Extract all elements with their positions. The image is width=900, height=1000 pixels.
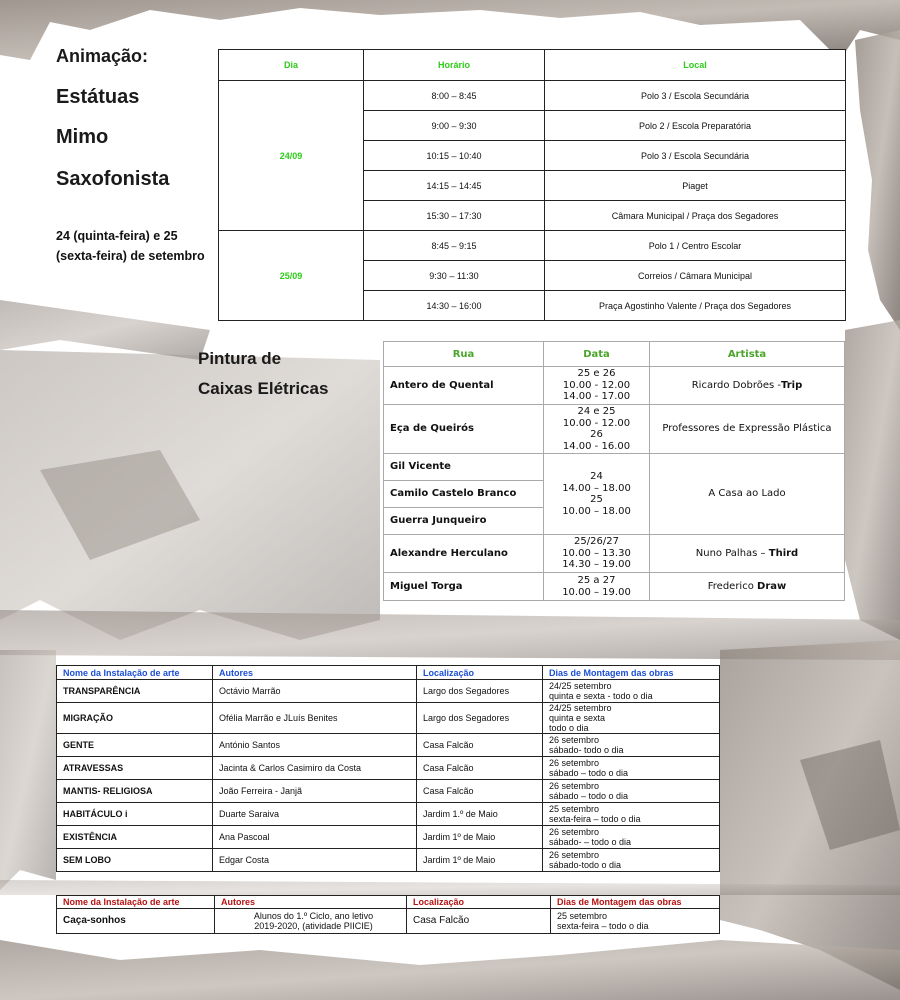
saxofonista-heading: Saxofonista — [56, 168, 170, 190]
nome-cell: MANTIS- RELIGIOSA — [57, 780, 213, 803]
local-cell: Polo 3 / Escola Secundária — [545, 81, 846, 111]
rua-cell: Guerra Junqueiro — [384, 508, 544, 535]
data-cell: 25 e 26 10.00 - 12.00 14.00 - 17.00 — [544, 367, 650, 405]
table-row — [57, 849, 720, 872]
artista-cell: Professores de Expressão Plástica — [650, 405, 845, 454]
dias-cell: 26 setembro sábado – todo o dia — [543, 757, 720, 780]
local-cell: Jardim 1º de Maio — [417, 849, 543, 872]
table-row — [384, 405, 845, 454]
animation-dates: 24 (quinta-feira) e 25 (sexta-feira) de setembro — [56, 229, 205, 263]
horario-cell: 14:15 – 14:45 — [364, 171, 545, 201]
autores-cell: António Santos — [213, 734, 417, 757]
autores-cell: João Ferreira - Janjã — [213, 780, 417, 803]
header-autores: Autores — [213, 666, 417, 680]
local-cell: Jardim 1º de Maio — [417, 826, 543, 849]
table-row — [57, 703, 720, 734]
local-cell: Casa Falcão — [417, 757, 543, 780]
header-nome: Nome da Instalação de arte — [57, 896, 215, 909]
rua-cell: Eça de Queirós — [384, 405, 544, 454]
local-cell: Polo 3 / Escola Secundária — [545, 141, 846, 171]
nome-cell: MIGRAÇÃO — [57, 703, 213, 734]
table-row — [57, 680, 720, 703]
local-cell: Casa Falcão — [417, 734, 543, 757]
autores-cell: Edgar Costa — [213, 849, 417, 872]
autores-cell: Duarte Saraiva — [213, 803, 417, 826]
dias-cell: 26 setembro sábado- todo o dia — [543, 734, 720, 757]
horario-cell: 14:30 – 16:00 — [364, 291, 545, 321]
table-row — [384, 535, 845, 573]
autores-cell: Ana Pascoal — [213, 826, 417, 849]
animacao-heading: Animação: — [56, 46, 149, 66]
dias-cell: 25 setembro sexta-feira – todo o dia — [551, 909, 720, 934]
pintura-title-line2: Caixas Elétricas — [198, 379, 329, 398]
artista-cell: Nuno Palhas – Third — [650, 535, 845, 573]
header-rua: Rua — [384, 342, 544, 367]
rua-cell: Antero de Quental — [384, 367, 544, 405]
rua-cell: Alexandre Herculano — [384, 535, 544, 573]
header-dia: Dia — [219, 50, 364, 81]
rua-cell: Miguel Torga — [384, 573, 544, 601]
artista-cell: A Casa ao Lado — [650, 454, 845, 535]
pintura-table — [383, 341, 845, 601]
pintura-heading — [198, 344, 328, 404]
data-cell: 25/26/27 10.00 – 13.30 14.30 – 19.00 — [544, 535, 650, 573]
local-cell: Piaget — [545, 171, 846, 201]
table-row — [384, 367, 845, 405]
nome-cell: TRANSPARÊNCIA — [57, 680, 213, 703]
data-cell: 24 e 25 10.00 - 12.00 26 14.00 - 16.00 — [544, 405, 650, 454]
header-data: Data — [544, 342, 650, 367]
animation-schedule-table — [218, 49, 846, 321]
horario-cell: 10:15 – 10:40 — [364, 141, 545, 171]
table-row — [57, 826, 720, 849]
table-row — [219, 81, 846, 111]
header-dias: Dias de Montagem das obras — [551, 896, 720, 909]
rua-cell: Gil Vicente — [384, 454, 544, 481]
dias-cell: 25 setembro sexta-feira – todo o dia — [543, 803, 720, 826]
data-cell: 24 14.00 – 18.00 25 10.00 – 18.00 — [544, 454, 650, 535]
horario-cell: 9:00 – 9:30 — [364, 111, 545, 141]
dias-cell: 26 setembro sábado – todo o dia — [543, 780, 720, 803]
nome-cell: GENTE — [57, 734, 213, 757]
estatuas-heading: Estátuas — [56, 86, 140, 108]
header-nome: Nome da Instalação de arte — [57, 666, 213, 680]
rua-cell: Camilo Castelo Branco — [384, 481, 544, 508]
artista-cell: Frederico Draw — [650, 573, 845, 601]
nome-cell: Caça-sonhos — [57, 909, 215, 934]
cacasonhos-table — [56, 895, 720, 934]
autores-cell: Ofélia Marrão e JLuís Benites — [213, 703, 417, 734]
dias-cell: 24/25 setembro quinta e sexta - todo o dia — [543, 680, 720, 703]
local-cell: Casa Falcão — [417, 780, 543, 803]
table-row — [384, 573, 845, 601]
table-row — [219, 231, 846, 261]
local-cell: Câmara Municipal / Praça dos Segadores — [545, 201, 846, 231]
nome-cell: EXISTÊNCIA — [57, 826, 213, 849]
table-row — [57, 909, 720, 934]
header-localizacao: Localização — [407, 896, 551, 909]
horario-cell: 8:45 – 9:15 — [364, 231, 545, 261]
local-cell: Polo 1 / Centro Escolar — [545, 231, 846, 261]
nome-cell: HABITÁCULO i — [57, 803, 213, 826]
artista-cell: Ricardo Dobrões -Trip — [650, 367, 845, 405]
autores-cell: Octávio Marrão — [213, 680, 417, 703]
dias-cell: 26 setembro sábado-todo o dia — [543, 849, 720, 872]
local-cell: Correios / Câmara Municipal — [545, 261, 846, 291]
day-25-09: 25/09 — [219, 231, 364, 321]
table-row — [57, 757, 720, 780]
dias-cell: 24/25 setembro quinta e sexta todo o dia — [543, 703, 720, 734]
autores-cell: Jacinta & Carlos Casimiro da Costa — [213, 757, 417, 780]
local-cell: Casa Falcão — [407, 909, 551, 934]
table-row — [384, 454, 845, 481]
header-local: Local — [545, 50, 846, 81]
horario-cell: 9:30 – 11:30 — [364, 261, 545, 291]
local-cell: Largo dos Segadores — [417, 680, 543, 703]
horario-cell: 15:30 – 17:30 — [364, 201, 545, 231]
local-cell: Polo 2 / Escola Preparatória — [545, 111, 846, 141]
data-cell: 25 a 27 10.00 – 19.00 — [544, 573, 650, 601]
local-cell: Jardim 1.º de Maio — [417, 803, 543, 826]
table-row — [57, 803, 720, 826]
header-dias: Dias de Montagem das obras — [543, 666, 720, 680]
day-24-09: 24/09 — [219, 81, 364, 231]
local-cell: Largo dos Segadores — [417, 703, 543, 734]
header-horario: Horário — [364, 50, 545, 81]
pintura-title-line1: Pintura de — [198, 349, 282, 368]
header-artista: Artista — [650, 342, 845, 367]
dias-cell: 26 setembro sábado- – todo o dia — [543, 826, 720, 849]
nome-cell: ATRAVESSAS — [57, 757, 213, 780]
instalacoes-table — [56, 665, 720, 872]
autores-cell: Alunos do 1.º Ciclo, ano letivo 2019-2020, (atividade PIICIE) — [215, 909, 407, 934]
mimo-heading: Mimo — [56, 126, 109, 148]
header-autores: Autores — [215, 896, 407, 909]
table-row — [57, 734, 720, 757]
nome-cell: SEM LOBO — [57, 849, 213, 872]
local-cell: Praça Agostinho Valente / Praça dos Segadores — [545, 291, 846, 321]
header-localizacao: Localização — [417, 666, 543, 680]
table-row — [57, 780, 720, 803]
horario-cell: 8:00 – 8:45 — [364, 81, 545, 111]
